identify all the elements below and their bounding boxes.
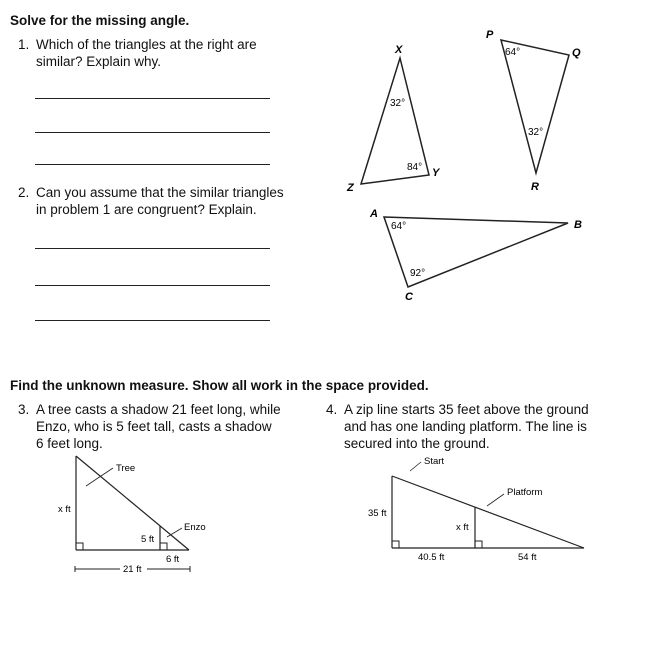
question-text-line: similar? Explain why. [36, 54, 162, 69]
angle-label-x: 32° [390, 98, 406, 109]
label-enzo-shadow: 6 ft [166, 554, 180, 565]
label-x-tree: x ft [58, 504, 71, 515]
question-4 [326, 401, 626, 453]
label-tree: Tree [116, 463, 136, 474]
vertex-label-p: P [486, 29, 494, 41]
section-heading-unknown-measure: Find the unknown measure. Show all work in the space provided. [10, 378, 429, 393]
label-x-platform: x ft [456, 522, 469, 533]
question-text-line: Which of the triangles at the right are [36, 37, 257, 52]
question-text-line: and has one landing platform. The line is [344, 419, 587, 434]
vertex-label-a: A [370, 208, 378, 220]
question-3 [18, 401, 318, 453]
question-text-line: Can you assume that the similar triangles [36, 185, 284, 200]
label-distance-1: 40.5 ft [418, 552, 445, 563]
vertex-label-y: Y [432, 167, 440, 179]
question-text-line: A tree casts a shadow 21 feet long, while [36, 402, 281, 417]
vertex-label-z: Z [347, 182, 354, 194]
vertex-label-x: X [395, 44, 403, 56]
angle-label-p: 64° [505, 47, 521, 58]
question-number: 4. [326, 402, 338, 417]
label-enzo-height: 5 ft [141, 534, 155, 545]
label-tree-shadow: 21 ft [123, 564, 142, 575]
question-text [36, 401, 281, 452]
vertex-label-c: C [405, 291, 413, 303]
question-text-line: 6 feet long. [36, 436, 103, 451]
vertex-label-r: R [531, 181, 539, 193]
label-enzo: Enzo [184, 522, 206, 533]
question-text-line: Enzo, who is 5 feet tall, casts a shadow [36, 419, 272, 434]
label-height: 35 ft [368, 508, 387, 519]
question-text-line: secured into the ground. [344, 436, 490, 451]
question-text [344, 401, 589, 452]
vertex-label-b: B [574, 219, 582, 231]
label-distance-2: 54 ft [518, 552, 537, 563]
label-start: Start [424, 456, 445, 467]
question-number: 1. [18, 37, 30, 52]
vertex-label-q: Q [572, 47, 581, 59]
label-platform: Platform [507, 487, 543, 498]
question-text-line: in problem 1 are congruent? Explain. [36, 202, 257, 217]
triangle-pqr [501, 40, 569, 173]
angle-label-c: 92° [410, 268, 426, 279]
angle-label-r: 32° [528, 127, 544, 138]
zip-line-diagram [392, 462, 584, 548]
angle-label-y: 84° [407, 162, 423, 173]
angle-label-a: 64° [391, 221, 407, 232]
question-number: 2. [18, 185, 30, 200]
question-text-line: A zip line starts 35 feet above the ground [344, 402, 589, 417]
section-heading-angles: Solve for the missing angle. [10, 13, 190, 28]
question-number: 3. [18, 402, 30, 417]
